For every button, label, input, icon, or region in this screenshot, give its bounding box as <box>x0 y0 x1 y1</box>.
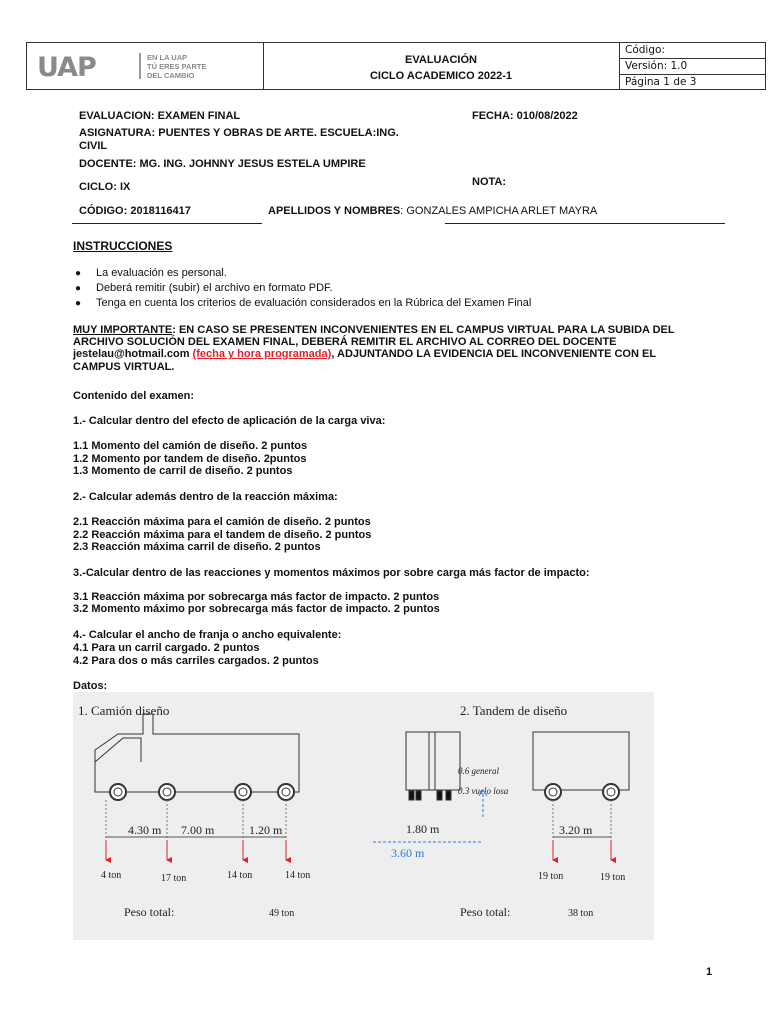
importante-line-1: MUY IMPORTANTE: EN CASO SE PRESENTEN INCONVENIENTES EN EL CAMPUS VIRTUAL PARA LA SUBIDA DEL <box>73 324 675 336</box>
fecha-highlight: (fecha y hora programada) <box>192 348 332 360</box>
loads-diagram <box>73 692 654 940</box>
question-item: 2.3 Reacción máxima carril de diseño. 2 puntos <box>73 541 321 553</box>
question-item: 3.2 Momento máximo por sobrecarga más factor de impacto. 2 puntos <box>73 603 440 615</box>
camion-total-label: Peso total: <box>124 905 175 919</box>
tandem-load-arrows <box>553 840 611 860</box>
question-3: 3.-Calcular dentro de las reacciones y momentos máximos por sobre carga más factor de impacto: <box>73 567 590 579</box>
document-header <box>26 42 766 90</box>
tandem-front-view <box>406 732 460 800</box>
importante-label: MUY IMPORTANTE <box>73 324 173 336</box>
logo-divider <box>139 53 141 79</box>
importante-line-3: jestelau@hotmail.com (fecha y hora programada), ADJUNTANDO LA EVIDENCIA DEL INCONVENIENTE CON EL <box>73 348 657 360</box>
question-item: 2.1 Reacción máxima para el camión de diseño. 2 puntos <box>73 516 371 528</box>
tandem-wheels <box>545 784 619 800</box>
page-number: 1 <box>706 966 713 978</box>
camion-load: 4 ton <box>101 870 122 881</box>
apellidos-line: APELLIDOS Y NOMBRES: GONZALES AMPICHA ARLET MAYRA <box>268 205 598 217</box>
codigo-label: Código: <box>619 43 765 59</box>
camion-total: 49 ton <box>269 908 295 919</box>
tandem-note: 0.6 general <box>458 766 499 776</box>
instruccion-item: Tenga en cuenta los criterios de evaluación considerados en la Rúbrica del Examen Final <box>96 297 532 309</box>
header-title-cell <box>263 43 620 89</box>
question-item: 2.2 Reacción máxima para el tandem de diseño. 2 puntos <box>73 529 372 541</box>
instrucciones-title: INSTRUCCIONES <box>73 239 173 253</box>
camion-load: 17 ton <box>161 873 187 884</box>
logo-tagline: EN LA UAP TÚ ERES PARTE DEL CAMBIO <box>147 53 207 80</box>
asignatura-line-1: ASIGNATURA: PUENTES Y OBRAS DE ARTE. ESCUELA:ING. <box>79 127 399 139</box>
bullet-icon: ● <box>75 283 82 294</box>
tandem-side-view <box>533 732 629 790</box>
tandem-load: 19 ton <box>600 872 626 883</box>
importante-line-4: CAMPUS VIRTUAL. <box>73 361 175 373</box>
pagina-label: Página 1 de 3 <box>625 76 697 88</box>
docente-line: DOCENTE: MG. ING. JOHNNY JESUS ESTELA UMPIRE <box>79 158 366 170</box>
tandem-dim: 3.60 m <box>391 846 425 860</box>
datos-label: Datos: <box>73 680 108 692</box>
bullet-icon: ● <box>75 298 82 309</box>
tandem-dim: 1.80 m <box>406 822 440 836</box>
instruccion-item: Deberá remitir (subir) el archivo en formato PDF. <box>96 282 333 294</box>
ciclo-line: CICLO: IX <box>79 181 131 193</box>
contenido-title: Contenido del examen: <box>73 390 195 402</box>
asignatura-line-2: CIVIL <box>79 140 108 152</box>
question-1: 1.- Calcular dentro del efecto de aplicación de la carga viva: <box>73 415 386 427</box>
tandem-total-label: Peso total: <box>460 905 511 919</box>
codigo-line: CÓDIGO: 2018116417 <box>79 205 191 217</box>
bullet-icon: ● <box>75 268 82 279</box>
camion-load: 14 ton <box>285 870 311 881</box>
evaluacion-line: EVALUACION: EXAMEN FINAL <box>79 110 241 122</box>
question-4: 4.- Calcular el ancho de franja o ancho equivalente: <box>73 629 342 641</box>
nombre-underline <box>445 223 725 224</box>
camion-dim: 4.30 m <box>128 823 162 837</box>
codigo-underline <box>72 223 262 224</box>
tandem-total: 38 ton <box>568 908 594 919</box>
uap-logo: UAP <box>37 52 96 83</box>
question-item: 3.1 Reacción máxima por sobrecarga más factor de impacto. 2 puntos <box>73 591 440 603</box>
camion-load: 14 ton <box>227 870 253 881</box>
question-item: 4.1 Para un carril cargado. 2 puntos <box>73 642 260 654</box>
header-meta-cell <box>619 43 765 89</box>
question-item: 1.2 Momento por tandem de diseño. 2puntos <box>73 453 307 465</box>
question-2: 2.- Calcular además dentro de la reacción máxima: <box>73 491 338 503</box>
truck-body <box>95 714 299 792</box>
camion-dim: 1.20 m <box>249 823 283 837</box>
docente-email: jestelau@hotmail.com <box>73 348 190 360</box>
logo-cell <box>27 43 264 89</box>
version-label: Versión: 1.0 <box>619 59 765 75</box>
tandem-note: 0.3 vuelo losa <box>458 786 509 796</box>
importante-line-2: ARCHIVO SOLUCIÓN DEL EXAMEN FINAL, DEBERÁ REMITIR EL ARCHIVO AL CORREO DEL DOCENTE <box>73 336 617 348</box>
tandem-load: 19 ton <box>538 871 564 882</box>
truck-load-arrows <box>106 840 286 860</box>
fecha-line: FECHA: 010/08/2022 <box>472 110 578 122</box>
loads-figure <box>73 692 654 940</box>
header-subtitle: CICLO ACADEMICO 2022-1 <box>369 70 512 82</box>
tandem-title: 2. Tandem de diseño <box>460 703 568 718</box>
header-title: EVALUACIÓN <box>405 54 477 66</box>
question-item: 4.2 Para dos o más carriles cargados. 2 puntos <box>73 655 319 667</box>
tandem-dim: 3.20 m <box>559 823 593 837</box>
question-item: 1.1 Momento del camión de diseño. 2 puntos <box>73 440 308 452</box>
nota-line: NOTA: <box>472 176 507 188</box>
question-item: 1.3 Momento de carril de diseño. 2 puntos <box>73 465 293 477</box>
camion-dim: 7.00 m <box>181 823 215 837</box>
camion-title: 1. Camión diseño <box>78 703 170 718</box>
instruccion-item: La evaluación es personal. <box>96 267 227 279</box>
